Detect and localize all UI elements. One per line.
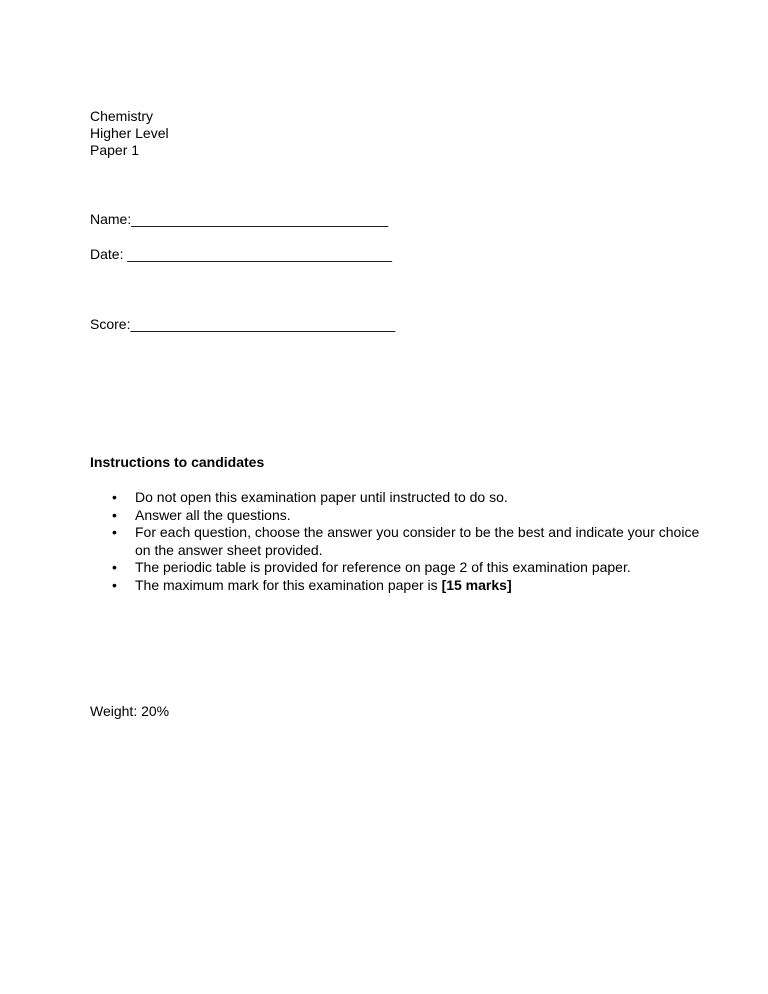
- bullet-icon: •: [112, 576, 117, 593]
- bullet-icon: •: [112, 506, 117, 523]
- instruction-text: Do not open this examination paper until instructed to do so.: [135, 489, 508, 505]
- exam-header: [90, 108, 169, 159]
- instruction-text: The periodic table is provided for reference on page 2 of this examination paper.: [135, 559, 631, 575]
- instruction-text: The maximum mark for this examination paper is: [135, 576, 442, 593]
- score-field[interactable]: Score:__________________________________: [90, 316, 396, 332]
- list-item: [112, 577, 712, 595]
- bullet-icon: •: [112, 559, 117, 575]
- exam-weight: Weight: 20%: [90, 703, 170, 719]
- max-marks: [15 marks]: [441, 576, 512, 593]
- date-field[interactable]: Date: __________________________________: [90, 246, 393, 262]
- bullet-icon: •: [112, 489, 117, 505]
- list-item: [112, 489, 712, 507]
- instruction-text: Answer all the questions.: [135, 506, 291, 523]
- instruction-text: For each question, choose the answer you consider to be the best and indicate your choice on the answer sheet provided.: [135, 524, 700, 558]
- bullet-icon: •: [112, 524, 117, 540]
- name-field[interactable]: Name:_________________________________: [90, 211, 389, 227]
- list-item: [112, 559, 712, 577]
- list-item: [112, 524, 712, 559]
- list-item: [112, 507, 712, 525]
- instructions-heading: Instructions to candidates: [90, 454, 265, 470]
- subject-title: Chemistry: [90, 108, 154, 124]
- instructions-list: [112, 489, 712, 594]
- level-title: Higher Level: [90, 125, 169, 141]
- paper-title: Paper 1: [90, 142, 140, 158]
